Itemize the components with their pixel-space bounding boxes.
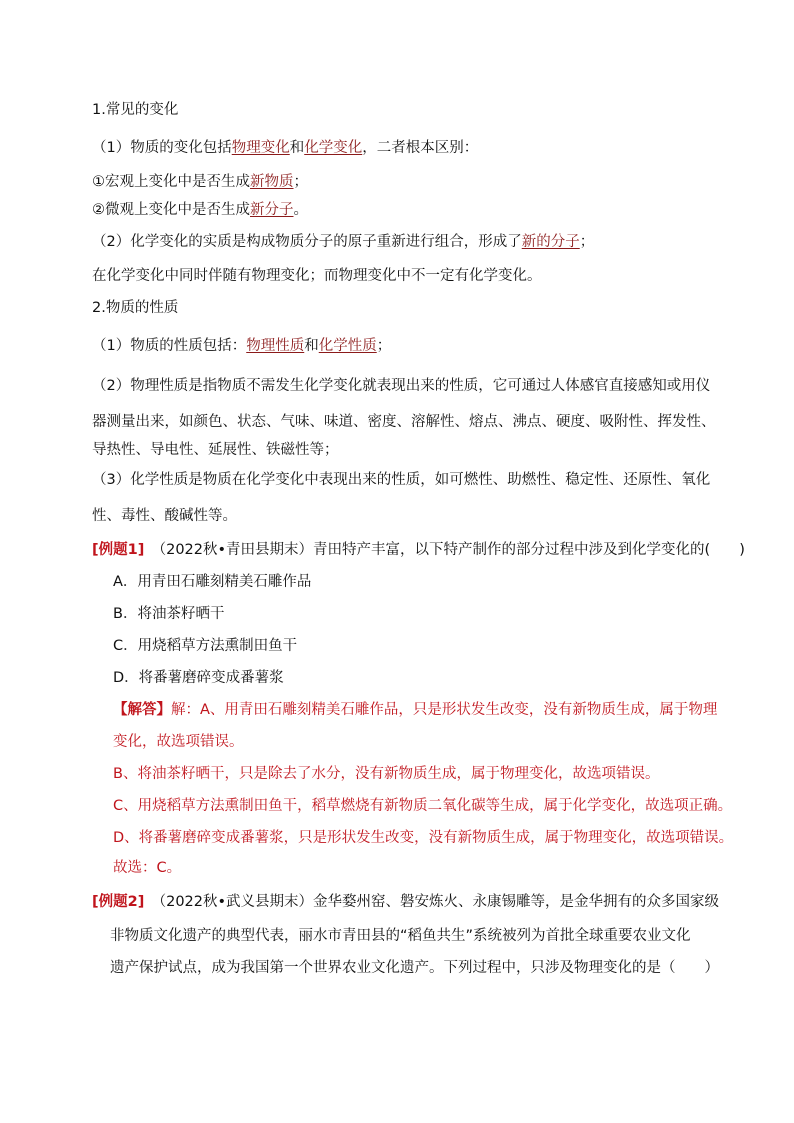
example-2-label: [例题2] bbox=[92, 894, 145, 910]
example-2-question-line-3: 遗产保护试点，成为我国第一个世界农业文化遗产。下列过程中，只涉及物理变化的是（ ） bbox=[110, 960, 719, 976]
example-1-answer-line-1: 【解答】解：A、用青田石雕刻精美石雕作品，只是形状发生改变，没有新物质生成，属于物理 bbox=[113, 702, 718, 718]
example-1-question: [例题1] （2022秋•青田县期末）青田特产丰富，以下特产制作的部分过程中涉及到化学变化的( ) bbox=[92, 542, 745, 558]
section-2-paragraph-1: （1）物质的性质包括：物理性质和化学性质； bbox=[92, 338, 392, 354]
section-1-paragraph-2: ①宏观上变化中是否生成新物质； bbox=[92, 174, 308, 190]
section-1-paragraph-1: （1）物质的变化包括物理变化和化学变化，二者根本区别： bbox=[92, 140, 479, 156]
example-2-question-line-2: 非物质文化遗产的典型代表，丽水市青田县的“稻鱼共生”系统被列为首批全球重要农业文化 bbox=[110, 928, 691, 944]
section-2-paragraph-2-line-1: （2）物理性质是指物质不需发生化学变化就表现出来的性质，它可通过人体感官直接感知或用仪 bbox=[92, 378, 711, 394]
example-1-answer-line-2: 变化，故选项错误。 bbox=[113, 734, 244, 750]
section-2-paragraph-2-line-3: 导热性、导电性、延展性、铁磁性等； bbox=[92, 442, 339, 458]
term-chemical-property: 化学性质 bbox=[318, 338, 377, 354]
section-1-title: 1.常见的变化 bbox=[92, 102, 179, 118]
term-physical-change: 物理变化 bbox=[231, 140, 290, 156]
section-2-paragraph-3-line-1: （3）化学性质是物质在化学变化中表现出来的性质，如可燃性、助燃性、稳定性、还原性、氧化 bbox=[92, 472, 711, 488]
section-1-paragraph-5: 在化学变化中同时伴随有物理变化；而物理变化中不一定有化学变化。 bbox=[92, 268, 542, 284]
example-1-option-b: B．将油茶籽晒干 bbox=[113, 606, 225, 622]
section-2-paragraph-2-line-2: 器测量出来，如颜色、状态、气味、味道、密度、溶解性、熔点、沸点、硬度、吸附性、挥发性、 bbox=[92, 414, 716, 430]
example-1-option-a: A．用青田石雕刻精美石雕作品 bbox=[113, 574, 312, 590]
example-1-option-d: D．将番薯磨碎变成番薯浆 bbox=[113, 670, 284, 686]
answer-label: 【解答】 bbox=[113, 702, 171, 718]
section-2-paragraph-3-line-2: 性、毒性、酸碱性等。 bbox=[92, 508, 237, 524]
example-2-question-line-1: [例题2] （2022秋•武义县期末）金华婺州窑、磐安炼火、永康锡雕等，是金华拥有的众多国家级 bbox=[92, 894, 720, 910]
section-1-paragraph-4: （2）化学变化的实质是构成物质分子的原子重新进行组合，形成了新的分子； bbox=[92, 234, 595, 250]
term-physical-property: 物理性质 bbox=[246, 338, 305, 354]
example-1-answer-line-3: B、将油茶籽晒干，只是除去了水分，没有新物质生成，属于物理变化，故选项错误。 bbox=[113, 766, 660, 782]
example-1-answer-line-6: 故选：C。 bbox=[113, 860, 182, 876]
term-chemical-change: 化学变化 bbox=[304, 140, 363, 156]
section-1-paragraph-3: ②微观上变化中是否生成新分子。 bbox=[92, 202, 308, 218]
example-1-label: [例题1] bbox=[92, 542, 145, 558]
example-1-option-c: C．用烧稻草方法熏制田鱼干 bbox=[113, 638, 298, 654]
example-1-answer-line-5: D、将番薯磨碎变成番薯浆，只是形状发生改变，没有新物质生成，属于物理变化，故选项错误。 bbox=[113, 830, 734, 846]
section-2-title: 2.物质的性质 bbox=[92, 300, 179, 316]
term-new-molecules: 新的分子 bbox=[521, 234, 580, 250]
term-new-molecule: 新分子 bbox=[250, 202, 294, 218]
term-new-substance: 新物质 bbox=[250, 174, 294, 190]
example-1-answer-line-4: C、用烧稻草方法熏制田鱼干，稻草燃烧有新物质二氧化碳等生成，属于化学变化，故选项正确。 bbox=[113, 798, 733, 814]
